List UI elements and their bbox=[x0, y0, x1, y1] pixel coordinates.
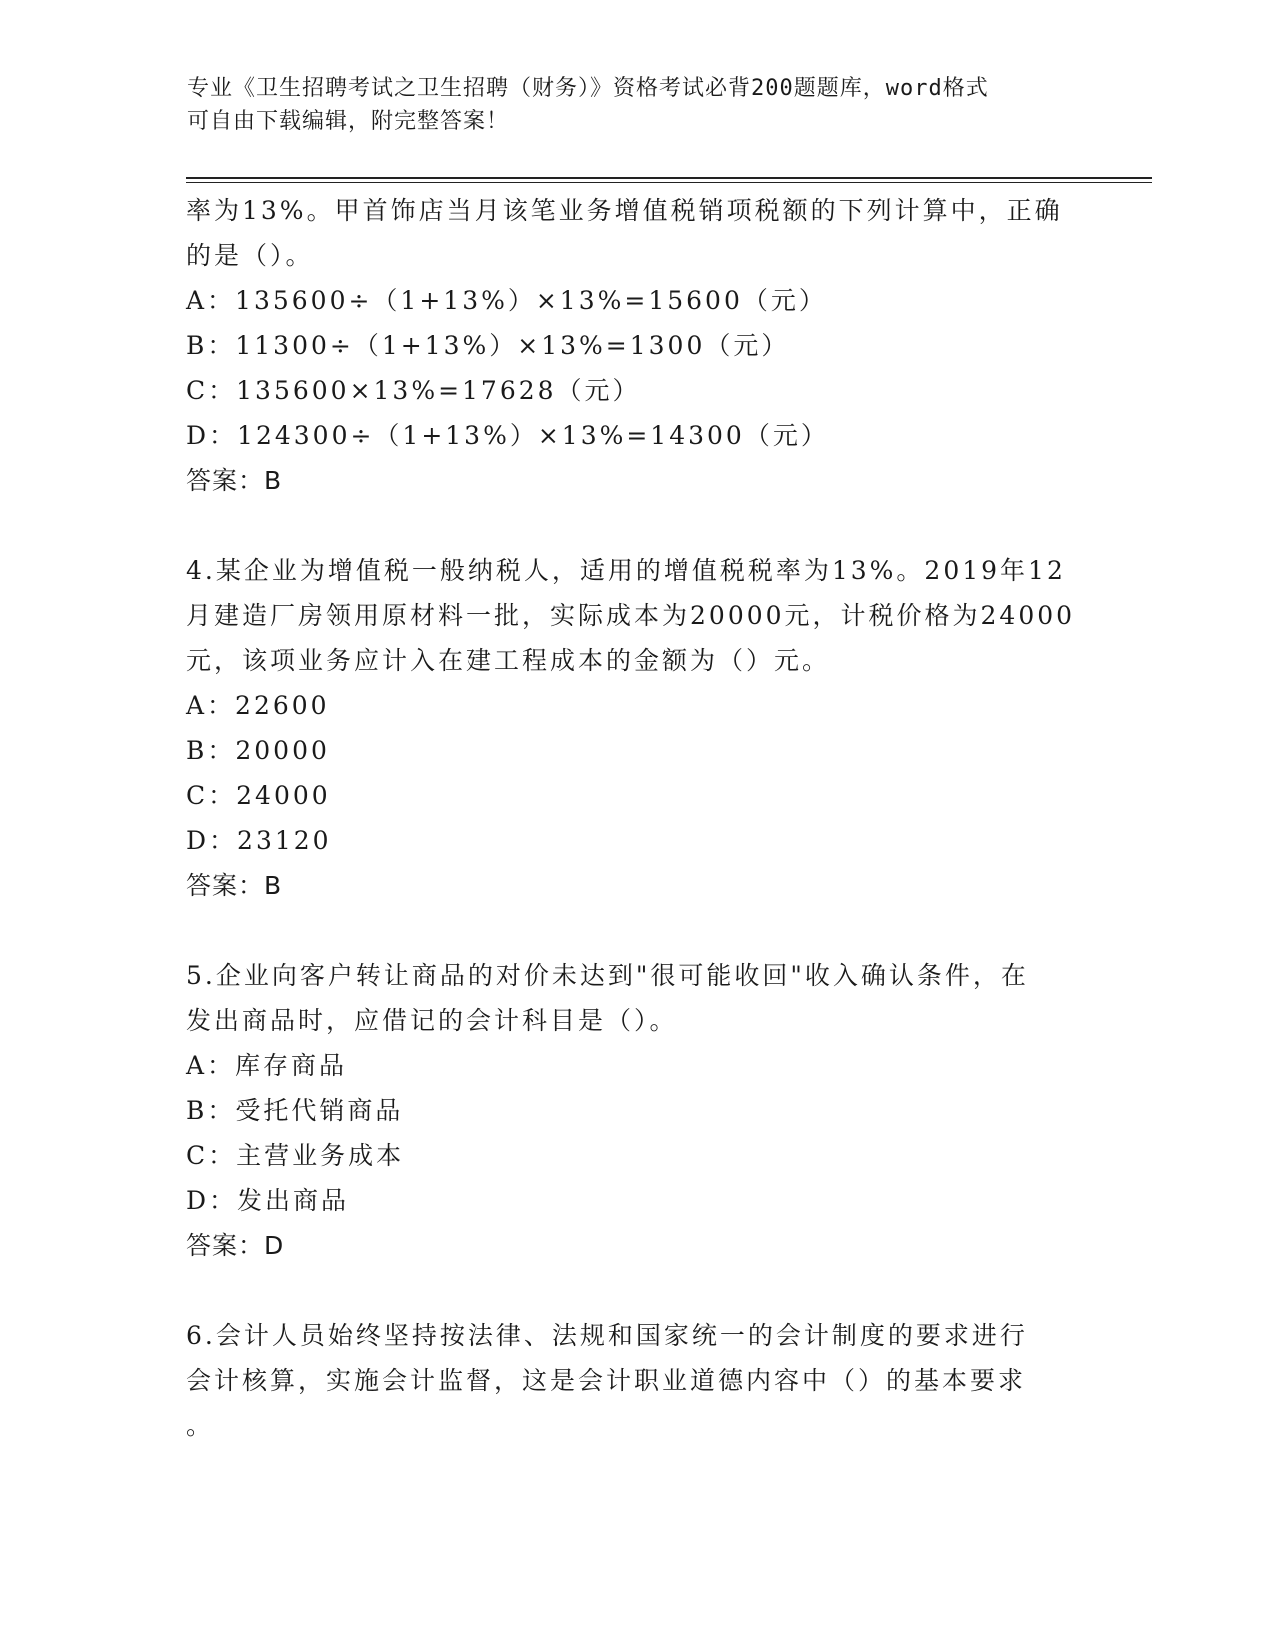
question-stem-line: 会计核算，实施会计监督，这是会计职业道德内容中（）的基本要求 bbox=[186, 1366, 1027, 1395]
answer-label: 答案：B bbox=[186, 466, 283, 495]
header-rule-thick bbox=[186, 177, 1152, 179]
question-content bbox=[186, 188, 1136, 1448]
option-b: B：11300÷（1+13%）×13%=1300（元） bbox=[186, 331, 790, 360]
option-b: B：20000 bbox=[186, 736, 330, 765]
answer-label: 答案：D bbox=[186, 1231, 285, 1260]
question-stem-line: 4.某企业为增值税一般纳税人，适用的增值税税率为13%。2019年12 bbox=[186, 556, 1066, 585]
question-stem-line: 6.会计人员始终坚持按法律、法规和国家统一的会计制度的要求进行 bbox=[186, 1321, 1028, 1350]
option-d: D：124300÷（1+13%）×13%=14300（元） bbox=[186, 421, 829, 450]
header-rule-thin bbox=[186, 182, 1152, 183]
question-stem-line: 月建造厂房领用原材料一批，实际成本为20000元，计税价格为24000 bbox=[186, 601, 1076, 630]
question-5 bbox=[186, 953, 1136, 1268]
option-b: B：受托代销商品 bbox=[186, 1096, 404, 1125]
header-line-2: 可自由下载编辑，附完整答案！ bbox=[187, 109, 510, 134]
document-header bbox=[187, 72, 1067, 138]
option-c: C：135600×13%=17628（元） bbox=[186, 376, 641, 405]
question-6 bbox=[186, 1313, 1136, 1448]
question-stem-line: 率为13%。甲首饰店当月该笔业务增值税销项税额的下列计算中，正确 bbox=[186, 196, 1063, 225]
question-stem-line: 发出商品时，应借记的会计科目是（）。 bbox=[186, 1006, 678, 1035]
question-4 bbox=[186, 548, 1136, 908]
option-a: A：库存商品 bbox=[186, 1051, 348, 1080]
option-c: C：24000 bbox=[186, 781, 331, 810]
option-a: A：22600 bbox=[186, 691, 330, 720]
header-line-1: 专业《卫生招聘考试之卫生招聘（财务）》资格考试必背200题题库，word格式 bbox=[187, 76, 989, 101]
option-c: C：主营业务成本 bbox=[186, 1141, 405, 1170]
question-stem-line: 5.企业向客户转让商品的对价未达到"很可能收回"收入确认条件，在 bbox=[186, 961, 1029, 990]
question-3-continued bbox=[186, 188, 1136, 503]
question-stem-line: 元，该项业务应计入在建工程成本的金额为（）元。 bbox=[186, 646, 831, 675]
option-d: D：发出商品 bbox=[186, 1186, 350, 1215]
question-stem-line: 。 bbox=[186, 1411, 215, 1440]
answer-label: 答案：B bbox=[186, 871, 283, 900]
option-a: A：135600÷（1+13%）×13%=15600（元） bbox=[186, 286, 827, 315]
question-stem-line: 的是（）。 bbox=[186, 241, 314, 270]
option-d: D：23120 bbox=[186, 826, 332, 855]
